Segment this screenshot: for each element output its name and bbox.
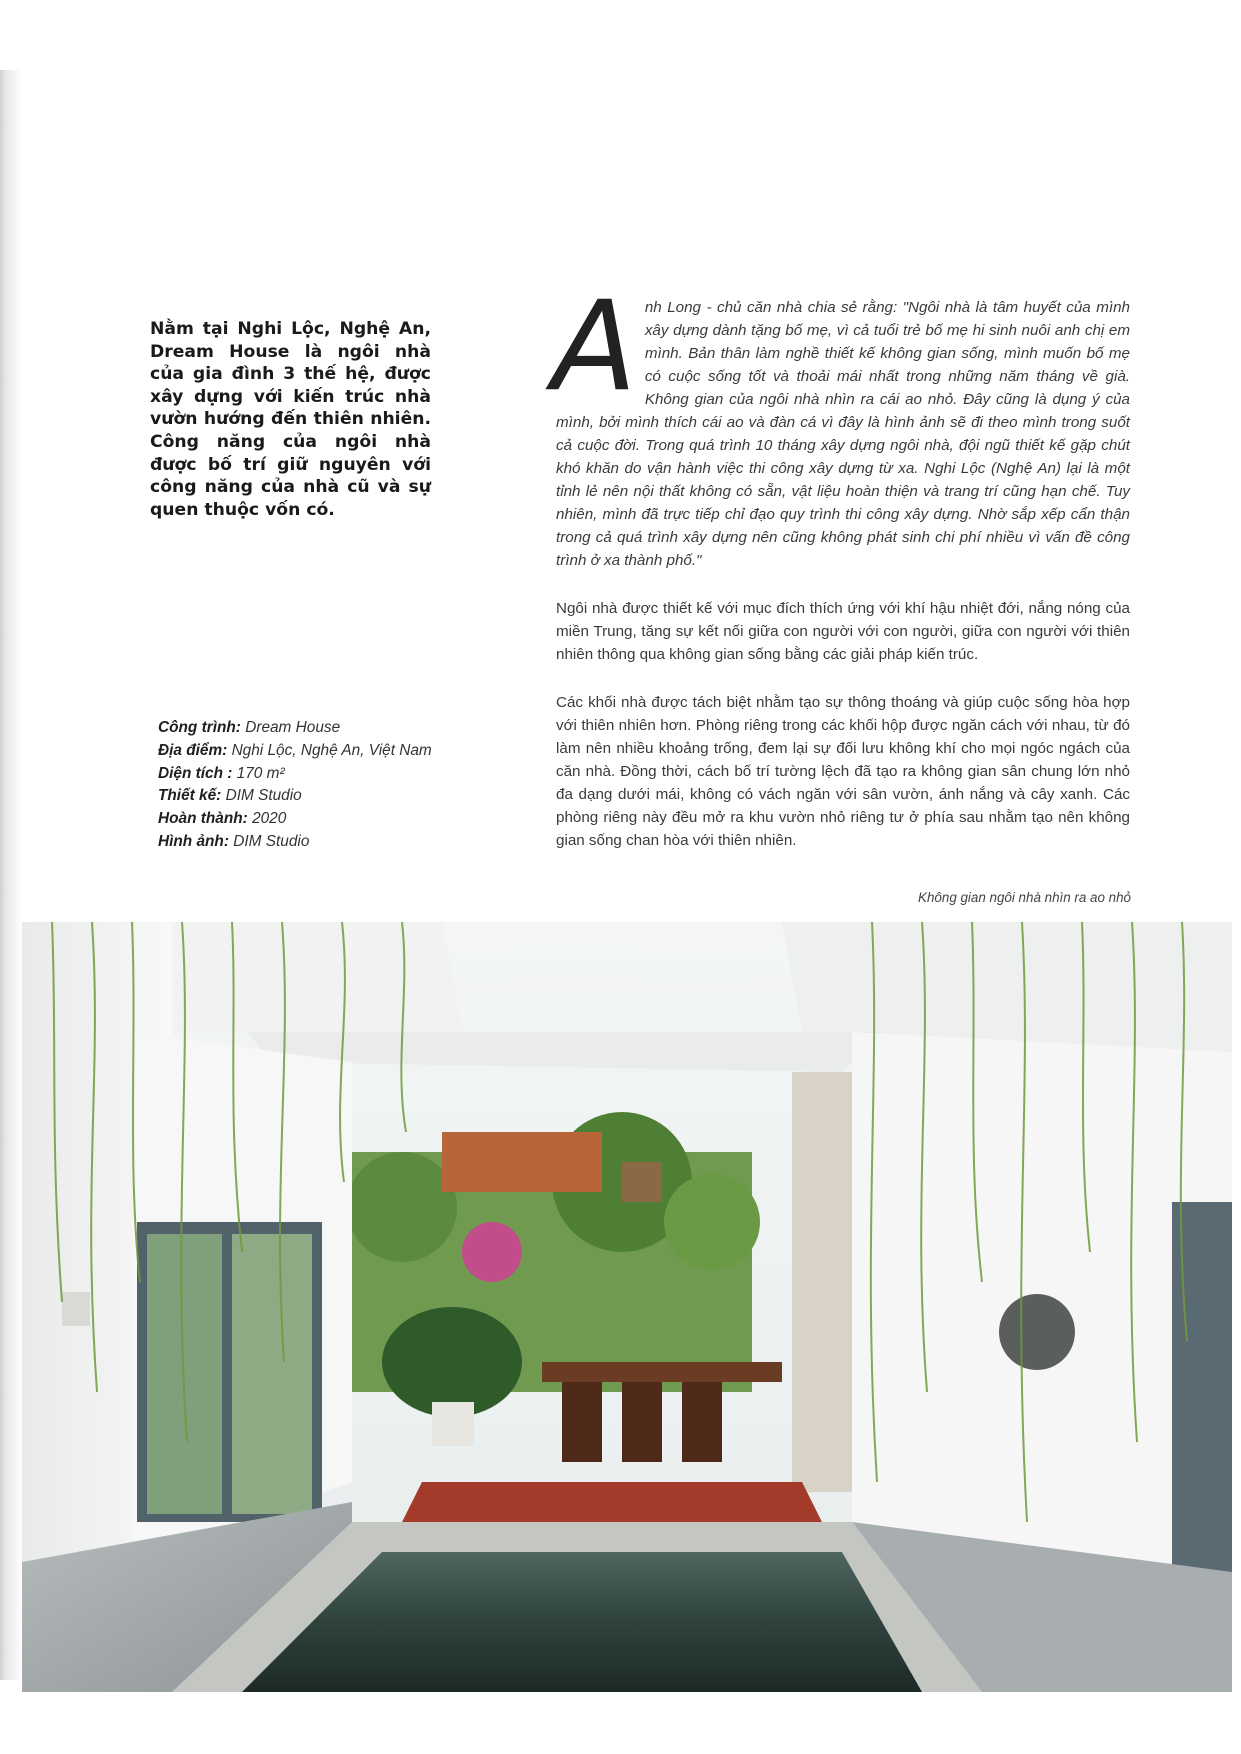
quote-paragraph <box>552 275 1130 572</box>
chair <box>562 1382 602 1462</box>
potted-plant <box>382 1307 522 1417</box>
credit-value: DIM Studio <box>233 832 310 850</box>
credit-label: Thiết kế: <box>158 787 222 805</box>
drop-cap: A <box>552 275 637 419</box>
credit-label: Diện tích : <box>158 764 233 782</box>
chair <box>682 1382 722 1462</box>
credit-label: Hoàn thành: <box>158 810 248 828</box>
credit-row <box>158 831 458 854</box>
courtyard-illustration <box>22 922 1232 1692</box>
neighbor-roof <box>442 1132 602 1192</box>
credit-value: 170 m² <box>236 764 285 782</box>
credit-value: Nghi Lộc, Nghệ An, Việt Nam <box>231 741 432 759</box>
credit-row <box>158 808 458 831</box>
bougainvillea <box>462 1222 522 1282</box>
photo-caption: Không gian ngôi nhà nhìn ra ao nhỏ <box>918 890 1131 905</box>
round-window <box>999 1294 1075 1370</box>
red-tile-floor <box>402 1482 822 1522</box>
switch-plate <box>62 1292 90 1326</box>
credit-label: Địa điểm: <box>158 741 228 759</box>
article-body <box>552 275 1130 852</box>
body-paragraph-2: Ngôi nhà được thiết kế với mục đích thích ứng với khí hậu nhiệt đới, nắng nóng của miền Trung, tăng sự kết nối giữa con người với con người, giữa con người với thiên nhiên thông qua không gian sống bằng các giải pháp kiến trúc. <box>556 600 1130 663</box>
page-spine-shadow <box>0 70 22 1680</box>
courtyard-photo <box>22 922 1232 1692</box>
pendant-lamp <box>622 1162 662 1202</box>
credit-value: DIM Studio <box>225 787 302 805</box>
project-credits <box>158 717 458 854</box>
credit-value: 2020 <box>252 810 287 828</box>
plant-pot <box>432 1402 474 1446</box>
tiled-column <box>792 1072 852 1492</box>
credit-row <box>158 763 458 786</box>
dining-table <box>542 1362 782 1382</box>
credit-value: Dream House <box>245 719 341 736</box>
chair <box>622 1382 662 1462</box>
door-glass <box>232 1234 312 1514</box>
credit-row <box>158 740 458 763</box>
body-paragraph-3: Các khối nhà được tách biệt nhằm tạo sự thông thoáng và giúp cuộc sống hòa hợp với thiên nhiên hơn. Phòng riêng trong các khối hộp được ngăn cách với nhau, từ đó làm nên nhiều khoảng trống, đem lại sự đối lưu không khí cho mọi ngóc ngách của căn nhà. Đồng thời, cách bố trí tường lệch đã tạo ra không gian sân chung lớn nhỏ đa dạng dưới mái, không có vách ngăn với sân vườn, ánh nắng và cây xanh. Các phòng riêng này đều mở ra khu vườn nhỏ riêng tư ở phía sau nhằm tạo nên không gian sống chan hòa với thiên nhiên. <box>556 694 1130 849</box>
credit-row <box>158 785 458 808</box>
credit-label: Công trình: <box>158 719 241 736</box>
credit-row <box>158 717 458 740</box>
lead-paragraph: Nằm tại Nghi Lộc, Nghệ An, Dream House là ngôi nhà của gia đình 3 thế hệ, được xây dựng với kiến trúc nhà vườn hướng đến thiên nhiên. Công năng của ngôi nhà được bố trí giữ nguyên với công năng của nhà cũ và sự quen thuộc vốn có. <box>150 319 431 520</box>
quote-text: nh Long - chủ căn nhà chia sẻ rằng: "Ngôi nhà là tâm huyết của mình xây dựng dành tặng bố mẹ, vì cả tuổi trẻ bố mẹ hi sinh nuôi anh chị em mình. Bản thân làm nghề thiết kế không gian sống, mình muốn bố mẹ có cuộc sống tốt và thoải mái nhất trong những năm tháng về già. Không gian của ngôi nhà nhìn ra cái ao nhỏ. Đây cũng là dụng ý của mình, bởi mình thích cái ao và đàn cá vì đây là hình ảnh sẽ đi theo mình trong suốt cả cuộc đời. Trong quá trình 10 tháng xây dựng ngôi nhà, đội ngũ thiết kế gặp chút khó khăn do vận hành việc thi công xây dựng từ xa. Nghi Lộc (Nghệ An) lại là một tỉnh lẻ nên nội thất không có sẵn, vật liệu hoàn thiện và trang trí cũng hạn chế. Tuy nhiên, mình đã trực tiếp chỉ đạo quy trình thi công xây dựng. Nhờ sắp xếp cẩn thận trong cả quá trình xây dựng nên cũng không phát sinh chi phí nhiều vì vấn đề công trình ở xa thành phố." <box>556 299 1130 569</box>
tree <box>664 1174 760 1270</box>
door-glass <box>147 1234 222 1514</box>
tree <box>347 1152 457 1262</box>
credit-label: Hình ảnh: <box>158 832 229 850</box>
